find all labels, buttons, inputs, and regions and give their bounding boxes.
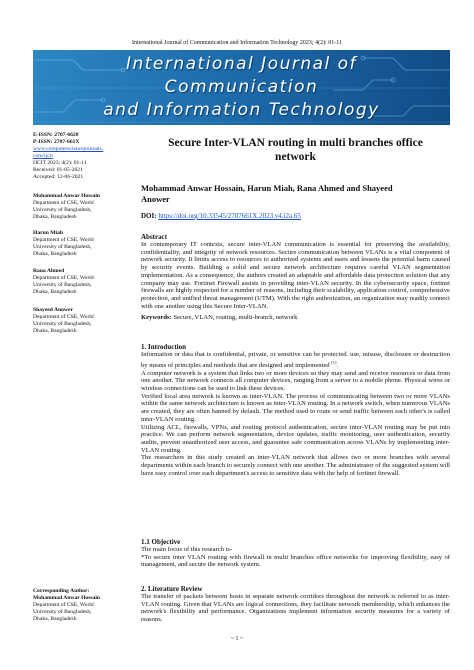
paper-title: Secure Inter-VLAN routing in multi branches office network (168, 137, 423, 163)
objective-p1: The main focus of this research is- (141, 546, 233, 553)
intro-p5: The researchers in this study created an inter-VLAN network that allows two or more branches with several departments within each branch to securely connect with one another. The administrator of the suggested system will have easy control over each department's access to sensitive data with the help of fortinet firewall. (141, 454, 450, 477)
pissn: P-ISSN: 2707-661X (33, 139, 80, 145)
abstract-section (141, 233, 450, 322)
literature-heading: 2. Literature Review (141, 585, 203, 593)
journal-banner (33, 50, 450, 125)
intro-p2: A computer network is a system that links two or more devices so they may send and receive resources or data from one another. The network connects all computer devices, ranging from a server to a mobile phone. Physical wires or wireless connections can be used to link these devices. (141, 369, 450, 392)
keywords: Keywords: Secure, VLAN, routing, multi-branch, network (141, 314, 298, 322)
literature-p1: The transfer of packets between hosts in separate network corridors throughout the network is referred to as inter-VLAN routing. Given that VLANs are logical connections, they facilitate network membership, which enhances the network's flexibility and performance. Organizations implement information security measures for a variety of reasons. (141, 593, 450, 624)
accepted-date: Accepted: 12-06-2021 (33, 174, 84, 180)
received-date: Received: 01-05-2021 (33, 167, 83, 173)
author-list: Mohammad Anwar Hossain, Harun Miah, Rana Ahmed and Shayeed Anower (141, 183, 393, 204)
banner-line-1: International Journal of (125, 54, 358, 74)
objective-heading: 1.1 Objective (141, 538, 181, 546)
running-head: International Journal of Communication and Information Technology 2023; 4(2): 01-11 (131, 40, 343, 46)
abstract-heading: Abstract (141, 233, 168, 241)
abstract-text: In contemporary IT contexts, secure inter-VLAN communication is essential for preserving the availability, confidentiality, and integrity of network resources. Secure communication between VLANs is a vital component of network security. It limits access to resources to authorized systems and users and lessens the potential harm caused by security events. Building a solid and secure network architecture requires careful VLAN segmentation implementation. As a consequence, the authors created an adaptable and affordable data protection solution that any company may use. Fortinet Firewall assists in providing inter-VLAN security. In the cybersecurity space, fortinet firewalls are highly respected for a number of reasons, including their scalability, application control, comprehensive protection, and unified threat management (UTM). With the right authorization, an organization may readily connect with one another using this Secure Inter-VLAN. (141, 241, 450, 310)
doi-link[interactable]: https://doi.org/10.33545/2707661X.2023.v4.i2a.65 (158, 212, 301, 220)
sidebar-meta (33, 132, 123, 181)
affiliation-2: Harun Miah Department of CSE, World University of Bangladesh, Dhaka, Bangladesh (33, 230, 94, 257)
intro-p4: Utilizing ACL, firewalls, VPNs, and routing protocol authentication, secure inter-VLAN routing may be put into practice. We can perform network segmentation, device updates, traffic monitoring, user authentication, security audits, prevent unauthorized user access, and guarantee safe communication across VLANs by implementing inter-VLAN routing. (141, 423, 450, 454)
affiliation-3: Rana Ahmed Department of CSE, World University of Bangladesh, Dhaka, Bangladesh (33, 268, 94, 295)
intro-p3: Verified local area network is known as inter-VLAN. The process of communicating between two or more VLANs within the same network architecture is known as inter-VLAN routing. In a network switch, when numerous VLANs are created, they are often banned by default. The method used to route or send traffic between each other's is called inter-VLAN routing. (141, 392, 450, 423)
eissn: E-ISSN: 2707-6628 (33, 132, 79, 138)
corresponding-author: Corresponding Author: Mohammad Anwar Hossain Department of CSE, World University of Bangladesh, Dhaka, Bangladesh (33, 588, 101, 622)
objective-p2: *To secure inter VLAN routing with firewall in multi branches office networks for improving flexibility, easy of management, and secure the network system. (141, 553, 450, 569)
affiliation-4: Shayeed Anower Department of CSE, World University of Bangladesh, Dhaka, Bangladesh (33, 307, 94, 334)
banner-line-2: Communication (164, 77, 319, 97)
page-number: ~ 1 ~ (230, 636, 244, 642)
intro-heading: 1. Introduction (141, 343, 186, 351)
literature-section (141, 585, 450, 624)
ijcit-ref: IJCIT 2023; 4(2): 01-11 (33, 160, 87, 166)
journal-url-link[interactable]: www.computersciencejournals. com/ijcit (33, 146, 104, 159)
intro-p1: Information or data that is confidential, private, or sensitive can be protected. use, misuse, disclosure or destruction by means of principles and methods that are designed and implemented [1]. (141, 351, 450, 369)
introduction-section (141, 343, 450, 477)
banner-line-3: and Information Technology (103, 100, 380, 120)
affiliation-1: Mohammad Anwar Hossain Department of CSE, World University of Bangladesh, Dhaka, Bangladesh (33, 193, 101, 220)
objective-section (141, 538, 450, 569)
doi-line: DOI: https://doi.org/10.33545/2707661X.2023.v4.i2a.65 (141, 212, 301, 220)
